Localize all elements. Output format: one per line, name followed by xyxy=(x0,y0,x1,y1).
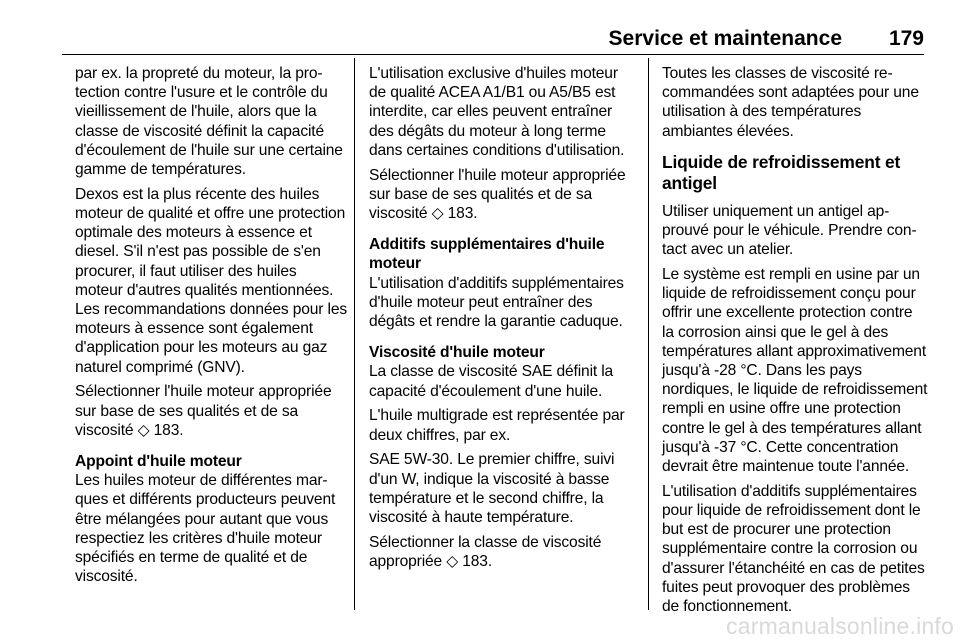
paragraph: Sélectionner la classe de viscosité appropriée ◇ 183. xyxy=(369,533,602,571)
column-divider xyxy=(648,58,649,610)
paragraph: Le système est rempli en usine par un liquide de refroidissement conçu pour offrir une excellente protection contre la corrosion ainsi que le gel à des températures allant approximativement jusqu'à -28 °C. Dans les pays nordiques, le liquide de refroidissement rempli en usine offre une protection contre le gel à des températures allant jusqu'à -37 °C. Cette concentration devrait être maintenue toute l'année. xyxy=(662,266,928,476)
subheading: Additifs supplémentaires d'huile moteur xyxy=(369,236,605,273)
paragraph: Sélectionner l'huile moteur appropriée sur base de ses qualités et de sa viscosité ◇ 183. xyxy=(75,383,332,439)
paragraph: SAE 5W-30. Le premier chiffre, suivi d'un W, indique la viscosité à basse température et le second chiffre, la viscosité à haute température. xyxy=(369,451,615,527)
paragraph: par ex. la propreté du moteur, la protection contre l'usure et le contrôle du vieillissement de l'huile, alors que la classe de viscosité définit la capacité d'écoulement de l'huile sur une certaine gamme de températures. xyxy=(75,65,343,179)
text-column-1 xyxy=(75,64,347,592)
paragraph: L'utilisation exclusive d'huiles moteur de qualité ACEA A1/B1 ou A5/B5 est interdite, car elles peuvent entraîner des dégâts du moteur à long terme dans certaines conditions d'utilisation. xyxy=(369,65,625,159)
subheading: Appoint d'huile moteur xyxy=(75,453,242,471)
column-divider xyxy=(354,58,355,610)
section-heading: Liquide de refroidissement et antigel xyxy=(662,151,901,193)
paragraph: Sélectionner l'huile moteur appropriée sur base de ses qualités et de sa viscosité ◇ 183. xyxy=(369,166,626,223)
page-number: 179 xyxy=(888,27,924,50)
paragraph: Dexos est la plus récente des huiles moteur de qualité et offre une protection optimale des moteurs à essence et diesel. S'il n'est pas possible de s'en procurer, il faut utiliser des huiles moteur d'autres qualités mentionnées. Les recommandations données pour les moteurs à essence sont également d'application pour les moteurs au gaz naturel comprimé (GNV). xyxy=(75,185,347,376)
paragraph: L'huile multigrade est représentée par deux chiffres, par ex. xyxy=(369,407,625,444)
paragraph: L'utilisation d'additifs supplémentaires d'huile moteur peut entraîner des dégâts et rendre la garantie caduque. xyxy=(369,274,624,331)
page-header xyxy=(62,26,924,55)
paragraph: Toutes les classes de viscosité recommandées sont adaptées pour une utilisation à des températures ambiantes élevées. xyxy=(662,65,919,140)
text-column-3 xyxy=(662,64,928,622)
subheading: Viscosité d'huile moteur xyxy=(369,344,545,362)
watermark: carmanualsonline.info xyxy=(726,613,954,639)
paragraph: Utiliser uniquement un antigel approuvé pour le véhicule. Prendre contact avec un atelier. xyxy=(662,202,917,259)
paragraph: Les huiles moteur de différentes marques et différents producteurs peuvent être mélangées pour autant que vous respectiez les critères d'huile moteur spécifiés en terme de qualité et de viscosité. xyxy=(75,472,336,586)
paragraph: L'utilisation d'additifs supplémentaires pour liquide de refroidissement dont le but est de procurer une protection supplémentaire contre la corrosion ou d'assurer l'étanchéité en cas de petites fuites peut provoquer des problèmes de fonctionnement. xyxy=(662,482,925,616)
text-column-2 xyxy=(369,64,635,577)
paragraph: La classe de viscosité SAE définit la capacité d'écoulement d'une huile. xyxy=(369,363,614,400)
section-title: Service et maintenance xyxy=(608,27,842,50)
